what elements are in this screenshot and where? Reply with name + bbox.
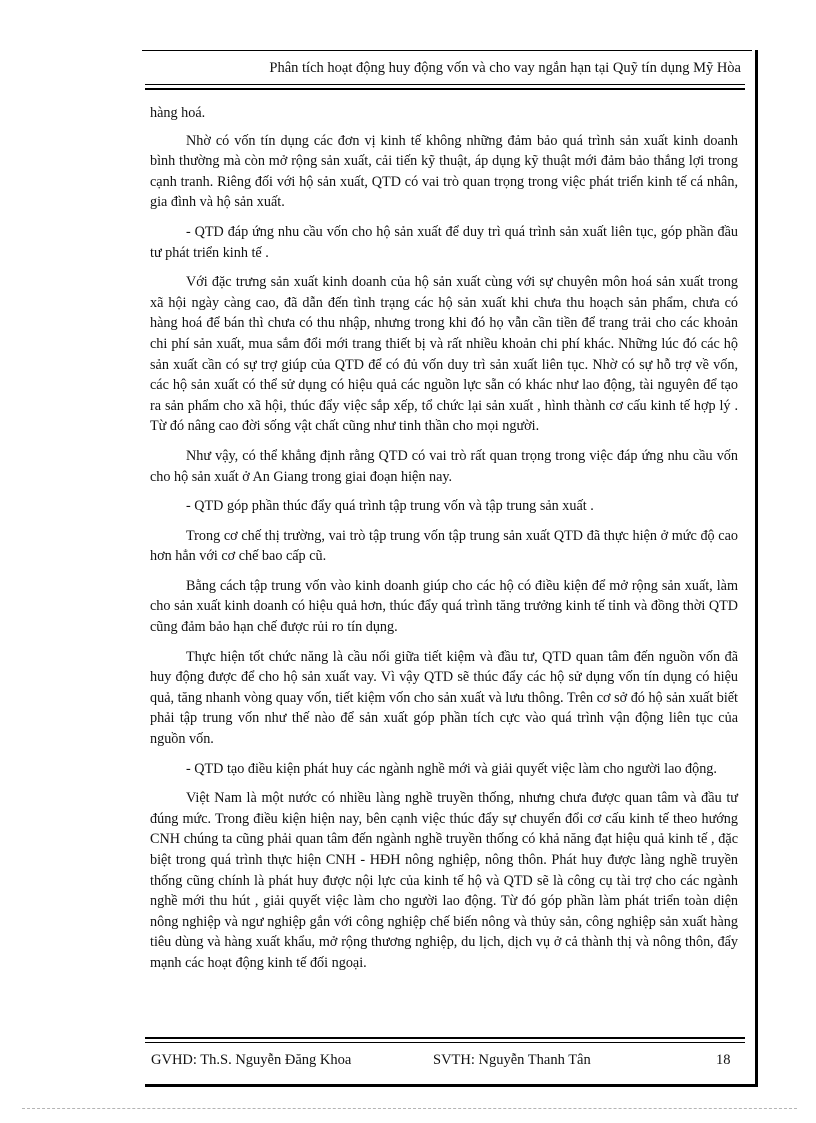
paragraph: Việt Nam là một nước có nhiều làng nghề truyền thống, nhưng chưa được quan tâm và đầu tư đúng mức. Trong điều kiện hiện nay, bên cạnh việc thúc đẩy sự chuyển đổi cơ cấu kinh tế theo hướng CNH chúng ta cũng phải quan tâm đến ngành nghề truyền thống có khả năng đạt hiệu quả kinh tế , đặc biệt trong quá trình thực hiện CNH - HĐH nông nghiệp, nông thôn. Phát huy được làng nghề truyền thống cũng chính là phát huy được nội lực của kinh tế hộ và QTD sẽ là công cụ tài trợ cho các ngành nghề mới thu hút , giải quyết việc làm cho người lao động. Từ đó góp phần làm phát triển toàn diện nông nghiệp và ngư nghiệp gắn với công nghiệp chế biến nông và thủy sản, công nghiệp sản xuất hàng tiêu dùng và hàng xuất khẩu, mở rộng thương nghiệp, du lịch, dịch vụ ở cả thành thị và nông thôn, đẩy mạnh các hoạt động kinh tế đối ngoại. — [150, 790, 738, 971]
bullet-paragraph: - QTD đáp ứng nhu cầu vốn cho hộ sản xuất để duy trì quá trình sản xuất liên tục, góp phần đầu tư phát triển kinh tế . — [150, 223, 738, 261]
running-header-title: Phân tích hoạt động huy động vốn và cho vay ngắn hạn tại Quỹ tín dụng Mỹ Hòa — [269, 60, 741, 76]
paragraph: hàng hoá. — [150, 105, 206, 121]
footer-student: SVTH: Nguyễn Thanh Tân — [433, 1052, 591, 1068]
paragraph: Như vậy, có thể khẳng định rằng QTD có vai trò rất quan trọng trong việc đáp ứng nhu cầu vốn cho hộ sản xuất ở An Giang trong giai đoạn hiện nay. — [150, 447, 738, 485]
page-break-line — [22, 1108, 797, 1109]
paragraph: Bằng cách tập trung vốn vào kinh doanh giúp cho các hộ có điều kiện để mở rộng sản xuất, làm cho sản xuất kinh doanh có hiệu quả hơn, thúc đẩy quá trình tăng trưởng kinh tế tỉnh và đồng thời QTD cũng đảm bảo hạn chế được rủi ro tín dụng. — [150, 577, 738, 636]
page-border-top — [142, 50, 752, 51]
paragraph: Với đặc trưng sản xuất kinh doanh của hộ sản xuất cùng với sự chuyên môn hoá sản xuất trong xã hội ngày càng cao, đã dẫn đến tình trạng các hộ sản xuất khi chưa thu hoạch sản phẩm, chưa có hàng hoá để bán thì chưa có thu nhập, nhưng trong khi đó họ vẫn cần tiền để trang trải cho các khoản chi phí sản xuất, mua sắm đổi mới trang thiết bị và rất nhiều khoản chi phí khác. Những lúc đó các hộ sản xuất cần có sự trợ giúp của QTD để có đủ vốn duy trì sản xuất liên tục. Nhờ có sự hỗ trợ về vốn, các hộ sản xuất có thể sử dụng có hiệu quả các nguồn lực sẵn có khác như lao động, tài nguyên để tạo ra sản phẩm cho xã hội, thúc đẩy việc sắp xếp, tổ chức lại sản xuất , hình thành cơ cấu kinh tế hợp lý . Từ đó nâng cao đời sống vật chất cũng như tinh thần cho mọi người. — [150, 274, 738, 435]
footer-advisor: GVHD: Th.S. Nguyễn Đăng Khoa — [151, 1052, 352, 1068]
paragraph: Trong cơ chế thị trường, vai trò tập trung vốn tập trung sản xuất QTD đã thực hiện ở mức độ cao hơn hẳn với cơ chế bao cấp cũ. — [150, 527, 738, 565]
paragraph: Nhờ có vốn tín dụng các đơn vị kinh tế không những đảm bảo quá trình sản xuất kinh doanh bình thường mà còn mở rộng sản xuất, cải tiến kỹ thuật, áp dụng kỹ thuật mới đảm bảo thắng lợi trong cạnh tranh. Riêng đối với hộ sản xuất, QTD có vai trò quan trọng trong việc phát triển kinh tế cá nhân, gia đình và hộ sản xuất. — [150, 132, 738, 211]
page-border-bottom — [145, 1084, 758, 1087]
document-body — [150, 103, 738, 983]
header-rule-thin — [145, 84, 745, 85]
page-number: 18 — [716, 1052, 731, 1068]
bullet-paragraph: - QTD góp phần thúc đẩy quá trình tập trung vốn và tập trung sản xuất . — [186, 498, 594, 515]
footer-rule-thick — [145, 1037, 745, 1039]
bullet-paragraph: - QTD tạo điều kiện phát huy các ngành nghề mới và giải quyết việc làm cho người lao động. — [186, 760, 717, 777]
header-rule-thick — [145, 88, 745, 90]
page-border-right — [755, 50, 758, 1086]
paragraph: Thực hiện tốt chức năng là cầu nối giữa tiết kiệm và đầu tư, QTD quan tâm đến nguồn vốn đã huy động được để cho hộ sản xuất vay. Vì vậy QTD sẽ thúc đẩy các hộ sử dụng vốn tín dụng có hiệu quả, tăng nhanh vòng quay vốn, tiết kiệm vốn cho sản xuất và lưu thông. Trên cơ sở đó hộ sản xuất biết phải tập trung vốn như thế nào để sản xuất góp phần tích cực vào quá trình vận động liên tục của nguồn vốn. — [150, 648, 738, 748]
footer-rule-thin — [145, 1042, 745, 1043]
